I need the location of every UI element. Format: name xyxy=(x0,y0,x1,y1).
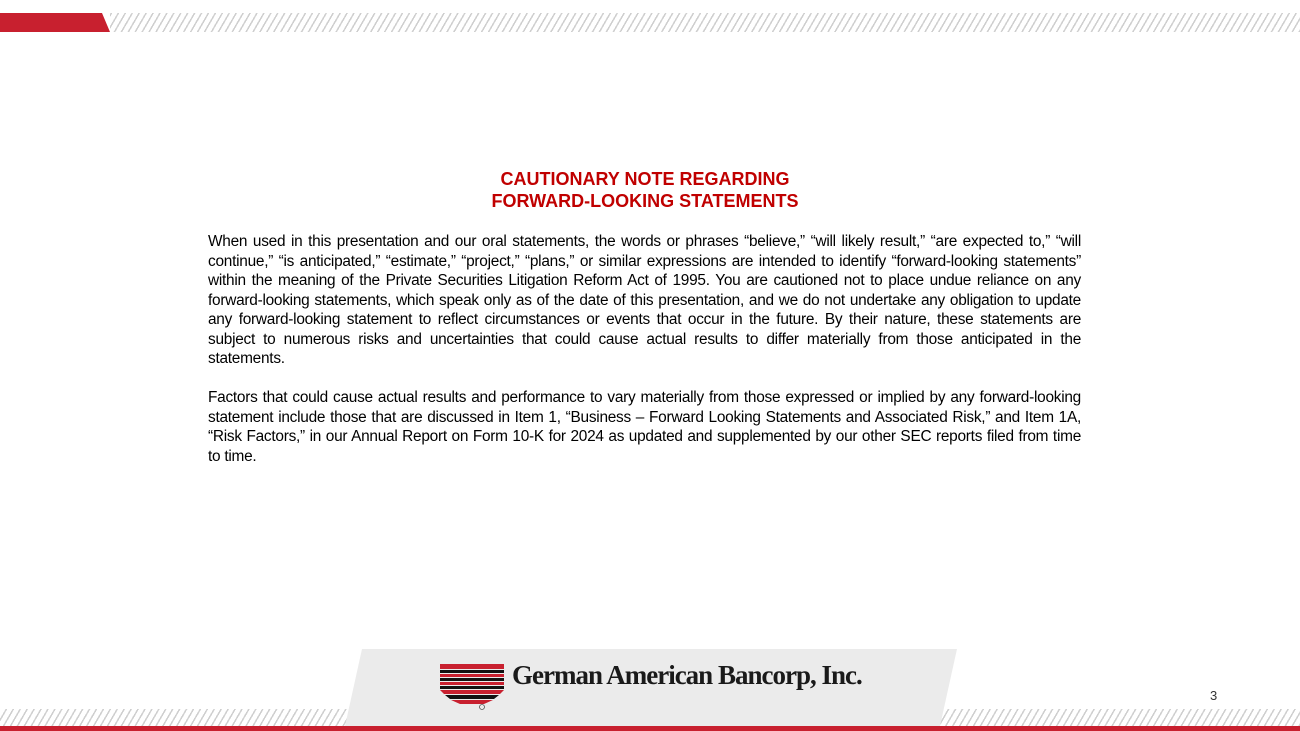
paragraph-2: Factors that could cause actual results and performance to vary materially from those expressed or implied by any forward-looking statement include those that are discussed in Item 1, “Business – Forward Looking Statements and Associated Risk,” and Item 1A, “Risk Factors,” in our Annual Report on Form 10-K for 2024 as updated and supplemented by our other SEC reports filed from time to time. xyxy=(208,389,1081,465)
top-hatch-band xyxy=(110,13,1300,32)
page-number: 3 xyxy=(1210,688,1218,703)
slide-title xyxy=(0,168,1290,212)
bottom-red-line xyxy=(0,726,1300,731)
paragraph-1: When used in this presentation and our oral statements, the words or phrases “believe,” “will likely result,” “are expected to,” “will continue,” “is anticipated,” “estimate,” “project,” “plans,” or similar expressions are intended to identify “forward-looking statements” within the meaning of the Private Securities Litigation Reform Act of 1995. You are cautioned not to place undue reliance on any forward-looking statements, which speak only as of the date of this presentation, and we do not undertake any obligation to update any forward-looking statement to reflect circumstances or events that occur in the future. By their nature, these statements are subject to numerous risks and uncertainties that could cause actual results to differ materially from those anticipated in the statements. xyxy=(208,233,1081,367)
top-red-tab xyxy=(0,13,110,32)
company-logo-text: German American Bancorp, Inc. xyxy=(512,660,862,690)
bank-logo-icon xyxy=(440,664,504,710)
body-text xyxy=(208,232,1081,486)
title-line-1: CAUTIONARY NOTE REGARDING xyxy=(500,169,790,189)
title-line-2: FORWARD-LOOKING STATEMENTS xyxy=(491,191,799,211)
